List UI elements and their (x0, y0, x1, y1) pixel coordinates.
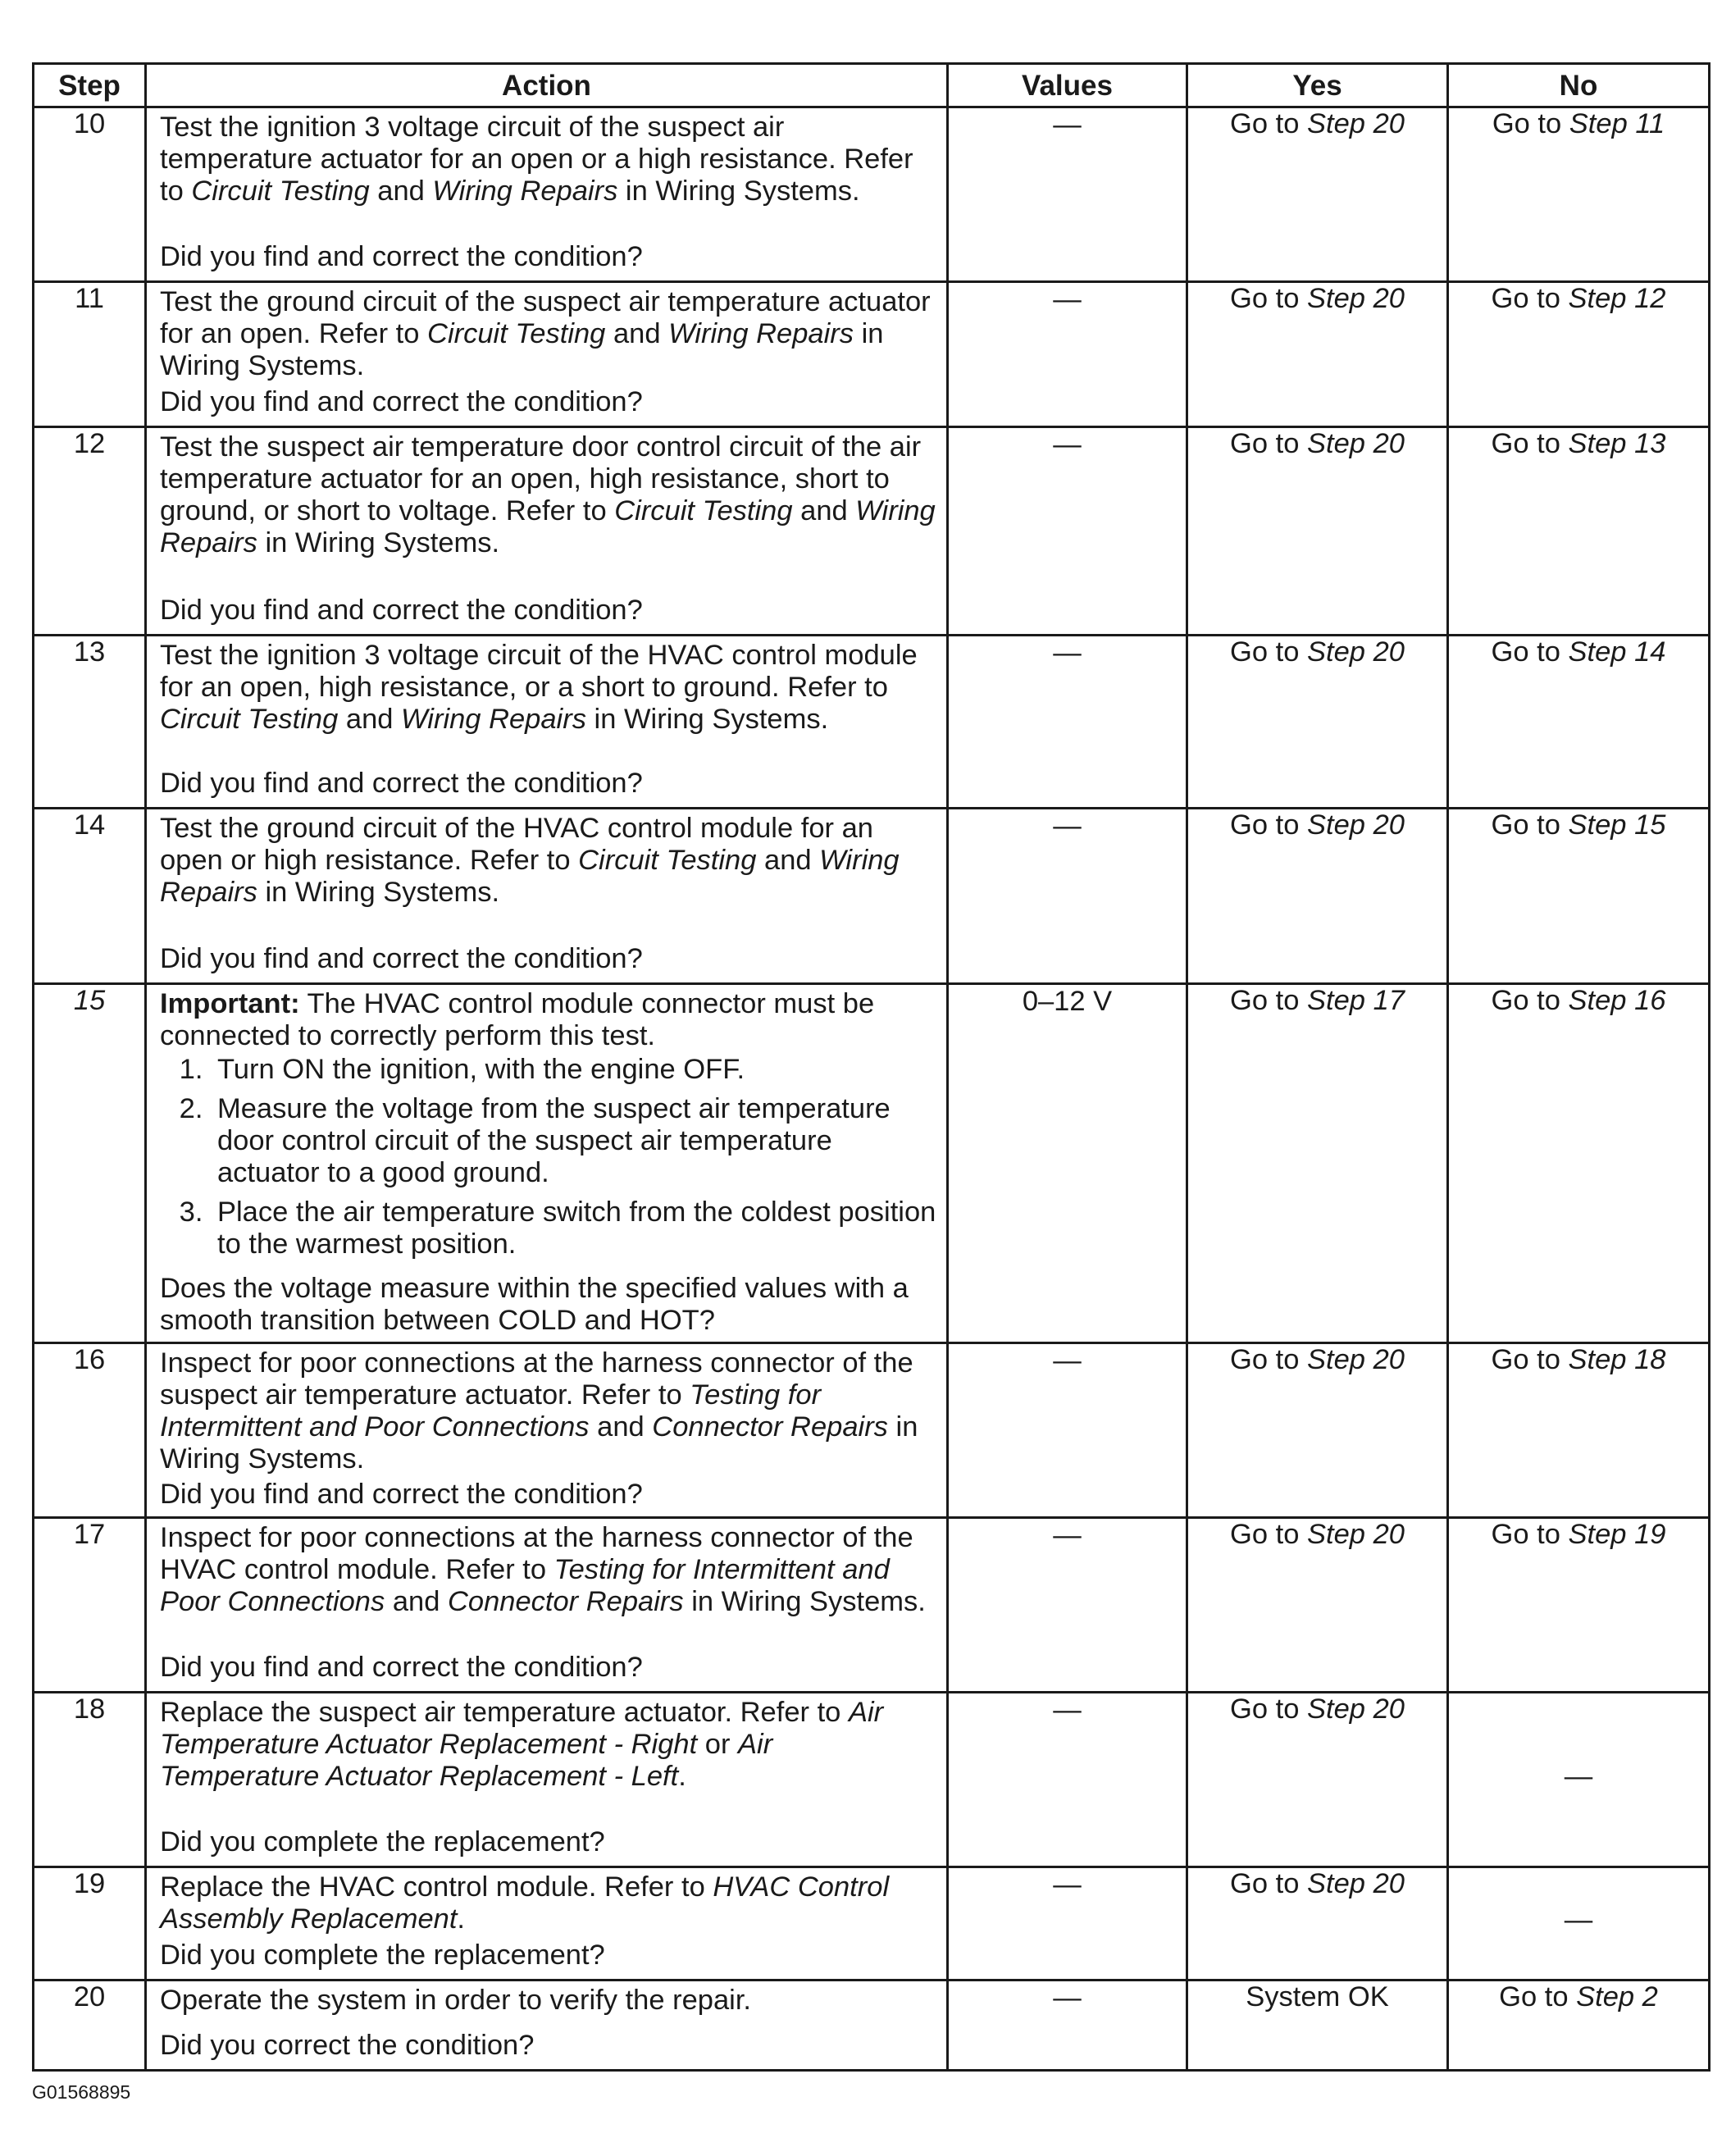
action-reference: Air Temperature Actuator Replacement - Right (160, 1697, 884, 1760)
action-text-segment: and (338, 704, 402, 735)
yes-outcome (1187, 1693, 1448, 1867)
action-cell (146, 636, 948, 809)
step-number: 20 (34, 1981, 146, 2071)
action-text-segment: and (369, 175, 433, 207)
yes-outcome-label: Go to (1230, 985, 1308, 1016)
yes-outcome-label: Go to (1230, 1693, 1308, 1725)
no-step-reference: Step 12 (1568, 283, 1666, 314)
action-reference: Circuit Testing (160, 704, 339, 735)
yes-outcome-label: Go to (1230, 108, 1308, 139)
important-text: The HVAC control module connector must be connected to correctly perform this test. (160, 988, 875, 1051)
important-note (160, 988, 938, 1052)
action-text (160, 112, 938, 207)
yes-outcome (1187, 1518, 1448, 1693)
table-row (34, 1343, 1710, 1518)
yes-step-reference: Step 20 (1307, 1693, 1405, 1725)
values-cell: 0–12 V (948, 984, 1187, 1343)
table-row (34, 636, 1710, 809)
action-text-segment: Inspect for poor connections at the harness connector of the HVAC control module. Refer to (160, 1522, 913, 1585)
no-outcome (1448, 107, 1710, 282)
no-step-reference: Step 18 (1568, 1344, 1666, 1375)
action-content (160, 988, 938, 1337)
action-content (160, 1985, 938, 2062)
table-row (34, 809, 1710, 984)
no-outcome (1448, 1518, 1710, 1693)
action-question: Did you find and correct the condition? (160, 595, 643, 626)
action-question: Did you find and correct the condition? (160, 386, 643, 417)
yes-step-reference: Step 20 (1307, 1519, 1405, 1550)
table-row (34, 282, 1710, 427)
step-number: 18 (34, 1693, 146, 1867)
yes-outcome (1187, 1981, 1448, 2071)
yes-step-reference: Step 20 (1307, 108, 1405, 139)
table-row (34, 427, 1710, 636)
action-cell (146, 1343, 948, 1518)
yes-outcome-label: Go to (1230, 1344, 1308, 1375)
important-label: Important: (160, 988, 300, 1019)
no-outcome-label: Go to (1491, 283, 1569, 314)
yes-outcome-label: Go to (1230, 636, 1308, 668)
action-text-segment: in Wiring Systems. (160, 318, 884, 381)
action-cell (146, 809, 948, 984)
figure-id: G01568895 (32, 2081, 131, 2103)
yes-outcome (1187, 107, 1448, 282)
spacer (160, 1793, 938, 1826)
table-row (34, 107, 1710, 282)
step-number: 11 (34, 282, 146, 427)
action-content (160, 112, 938, 273)
no-step-reference: Step 13 (1568, 428, 1666, 459)
diagnostic-table-sheet (32, 62, 1708, 2072)
values-cell: — (948, 1693, 1187, 1867)
diagnostic-table (32, 62, 1711, 2072)
no-outcome-label: Go to (1491, 1344, 1569, 1375)
header-values: Values (948, 64, 1187, 107)
action-content (160, 1871, 938, 1971)
action-text-segment: in Wiring Systems. (683, 1586, 926, 1617)
action-reference: Testing for Intermittent and Poor Connections (160, 1379, 822, 1443)
action-question: Did you find and correct the condition? (160, 1479, 643, 1510)
values-cell: — (948, 1867, 1187, 1981)
yes-outcome (1187, 282, 1448, 427)
yes-step-reference: Step 20 (1307, 809, 1405, 841)
no-step-reference: Step 11 (1569, 108, 1665, 139)
action-text-segment: in Wiring Systems. (257, 877, 500, 908)
action-text (160, 1522, 938, 1618)
action-cell (146, 282, 948, 427)
action-reference: Wiring Repairs (432, 175, 618, 207)
no-outcome (1448, 1867, 1710, 1981)
header-step: Step (34, 64, 146, 107)
action-question: Does the voltage measure within the specified values with a smooth transition between COLD and HOT? (160, 1273, 909, 1336)
action-question: Did you find and correct the condition? (160, 768, 643, 799)
step-number: 10 (34, 107, 146, 282)
action-content (160, 1347, 938, 1511)
no-outcome-label: Go to (1491, 809, 1569, 841)
action-content (160, 640, 938, 800)
header-no: No (1448, 64, 1710, 107)
yes-outcome (1187, 636, 1448, 809)
action-text (160, 640, 938, 736)
values-cell: — (948, 282, 1187, 427)
action-text-segment: and (792, 495, 856, 526)
action-cell (146, 984, 948, 1343)
action-text-segment: in Wiring Systems. (617, 175, 860, 207)
step-number: 12 (34, 427, 146, 636)
table-row (34, 1693, 1710, 1867)
no-outcome (1448, 1343, 1710, 1518)
yes-step-reference: Step 20 (1307, 428, 1405, 459)
action-reference: Circuit Testing (614, 495, 793, 526)
yes-outcome (1187, 1343, 1448, 1518)
action-reference: Wiring Repairs (401, 704, 586, 735)
table-row (34, 984, 1710, 1343)
no-outcome-label: Go to (1491, 985, 1569, 1016)
action-content (160, 1697, 938, 1858)
action-text-segment: Test the ignition 3 voltage circuit of the HVAC control module for an open, high resistance, or a short to ground. Refer to (160, 640, 918, 703)
values-cell: — (948, 809, 1187, 984)
action-reference: Wiring Repairs (668, 318, 854, 349)
action-reference: Wiring Repairs (160, 845, 900, 908)
action-reference: Circuit Testing (191, 175, 370, 207)
yes-outcome-label: System OK (1246, 1981, 1389, 2012)
action-text-segment: and (605, 318, 669, 349)
no-step-reference: Step 19 (1568, 1519, 1666, 1550)
action-text (160, 1985, 938, 2017)
action-reference: Connector Repairs (652, 1411, 888, 1443)
action-cell (146, 1981, 948, 2071)
action-text-segment: . (678, 1761, 686, 1792)
action-content (160, 1522, 938, 1684)
action-text-segment: Replace the HVAC control module. Refer to (160, 1871, 713, 1903)
action-question: Did you correct the condition? (160, 2030, 535, 2061)
no-outcome (1448, 984, 1710, 1343)
action-question: Did you find and correct the condition? (160, 943, 643, 974)
action-text (160, 813, 938, 909)
action-reference: Circuit Testing (578, 845, 757, 876)
action-reference: Air Temperature Actuator Replacement - Left (160, 1729, 773, 1792)
no-step-reference: Step 15 (1568, 809, 1666, 841)
yes-outcome-label: Go to (1230, 428, 1308, 459)
spacer (160, 207, 938, 241)
no-outcome (1448, 809, 1710, 984)
yes-step-reference: Step 20 (1307, 283, 1405, 314)
no-outcome-label: Go to (1491, 1519, 1569, 1550)
action-question: Did you complete the replacement? (160, 1939, 605, 1971)
action-reference: Wiring Repairs (160, 495, 936, 558)
yes-step-reference: Step 20 (1307, 1344, 1405, 1375)
step-number: 13 (34, 636, 146, 809)
action-cell (146, 427, 948, 636)
procedure-step: 3. Place the air temperature switch from the coldest position to the warmest position. (211, 1197, 938, 1260)
action-text-segment: and (385, 1586, 448, 1617)
step-number: 15 (34, 984, 146, 1343)
yes-outcome (1187, 984, 1448, 1343)
yes-step-reference: Step 20 (1307, 636, 1405, 668)
table-body (34, 107, 1710, 2071)
action-text-segment: and (589, 1411, 653, 1443)
action-reference: HVAC Control Assembly Replacement (160, 1871, 890, 1935)
spacer (160, 909, 938, 943)
yes-step-reference: Step 20 (1307, 1868, 1405, 1899)
no-outcome (1448, 427, 1710, 636)
action-text-segment: Test the ground circuit of the HVAC control module for an open or high resistance. Refer to (160, 813, 873, 876)
action-content (160, 813, 938, 975)
table-row (34, 1867, 1710, 1981)
procedure-step: 2. Measure the voltage from the suspect air temperature door control circuit of the suspect air temperature actuator to a good ground. (211, 1093, 938, 1189)
spacer (160, 1618, 938, 1652)
no-outcome-label: Go to (1492, 108, 1569, 139)
no-outcome-label: Go to (1491, 428, 1569, 459)
yes-outcome-label: Go to (1230, 283, 1308, 314)
values-cell: — (948, 107, 1187, 282)
action-text-segment: in Wiring Systems. (160, 1411, 918, 1475)
no-outcome (1448, 1693, 1710, 1867)
step-number: 19 (34, 1867, 146, 1981)
action-text-segment: Operate the system in order to verify the repair. (160, 1985, 751, 2016)
action-text-segment: . (457, 1903, 465, 1935)
action-text-segment: Inspect for poor connections at the harness connector of the suspect air temperature actuator. Refer to (160, 1347, 913, 1411)
action-text-segment: and (756, 845, 820, 876)
step-number: 16 (34, 1343, 146, 1518)
no-outcome (1448, 282, 1710, 427)
table-row (34, 1981, 1710, 2071)
action-text (160, 286, 938, 382)
values-cell: — (948, 1343, 1187, 1518)
yes-outcome (1187, 809, 1448, 984)
values-cell: — (948, 1981, 1187, 2071)
no-outcome (1448, 636, 1710, 809)
action-reference: Circuit Testing (427, 318, 606, 349)
action-cell (146, 107, 948, 282)
no-outcome-label: — (1564, 1760, 1593, 1792)
values-cell: — (948, 636, 1187, 809)
action-reference: Connector Repairs (447, 1586, 684, 1617)
yes-outcome-label: Go to (1230, 809, 1308, 841)
no-outcome-label: — (1564, 1904, 1593, 1935)
values-cell: — (948, 427, 1187, 636)
procedure-step: 1. Turn ON the ignition, with the engine OFF. (211, 1054, 938, 1086)
action-text-segment: Test the ground circuit of the suspect air temperature actuator for an open. Refer to (160, 286, 931, 349)
no-outcome-label: Go to (1499, 1981, 1577, 2012)
action-text-segment: Replace the suspect air temperature actuator. Refer to (160, 1697, 849, 1728)
action-question: Did you find and correct the condition? (160, 241, 643, 272)
action-text (160, 1871, 938, 1935)
no-outcome (1448, 1981, 1710, 2071)
header-yes: Yes (1187, 64, 1448, 107)
no-step-reference: Step 2 (1576, 1981, 1658, 2012)
yes-outcome-label: Go to (1230, 1519, 1308, 1550)
action-question: Did you complete the replacement? (160, 1826, 605, 1857)
action-reference: Testing for Intermittent and Poor Connections (160, 1554, 890, 1617)
no-step-reference: Step 16 (1568, 985, 1666, 1016)
action-text-segment: Test the ignition 3 voltage circuit of the suspect air temperature actuator for an open or a high resistance. Refer to (160, 112, 913, 207)
action-text-segment: or (697, 1729, 739, 1760)
table-header-row (34, 64, 1710, 107)
header-action: Action (146, 64, 948, 107)
action-text-segment: in Wiring Systems. (257, 527, 500, 558)
no-outcome-label: Go to (1491, 636, 1569, 668)
yes-step-reference: Step 17 (1307, 985, 1405, 1016)
values-cell: — (948, 1518, 1187, 1693)
action-text (160, 431, 938, 559)
spacer (160, 736, 938, 768)
spacer (160, 559, 938, 595)
yes-outcome (1187, 1867, 1448, 1981)
table-row (34, 1518, 1710, 1693)
action-question: Did you find and correct the condition? (160, 1652, 643, 1683)
action-content (160, 286, 938, 418)
yes-outcome (1187, 427, 1448, 636)
action-content (160, 431, 938, 627)
action-cell (146, 1518, 948, 1693)
action-text-segment: in Wiring Systems. (585, 704, 829, 735)
action-cell (146, 1867, 948, 1981)
no-step-reference: Step 14 (1568, 636, 1666, 668)
step-number: 14 (34, 809, 146, 984)
action-cell (146, 1693, 948, 1867)
procedure-list (160, 1054, 938, 1268)
yes-outcome-label: Go to (1230, 1868, 1308, 1899)
step-number: 17 (34, 1518, 146, 1693)
spacer (160, 2017, 938, 2030)
action-text (160, 1347, 938, 1475)
action-text (160, 1697, 938, 1793)
action-text-segment: Test the suspect air temperature door control circuit of the air temperature actuator for an open, high resistance, short to ground, or short to voltage. Refer to (160, 431, 922, 526)
